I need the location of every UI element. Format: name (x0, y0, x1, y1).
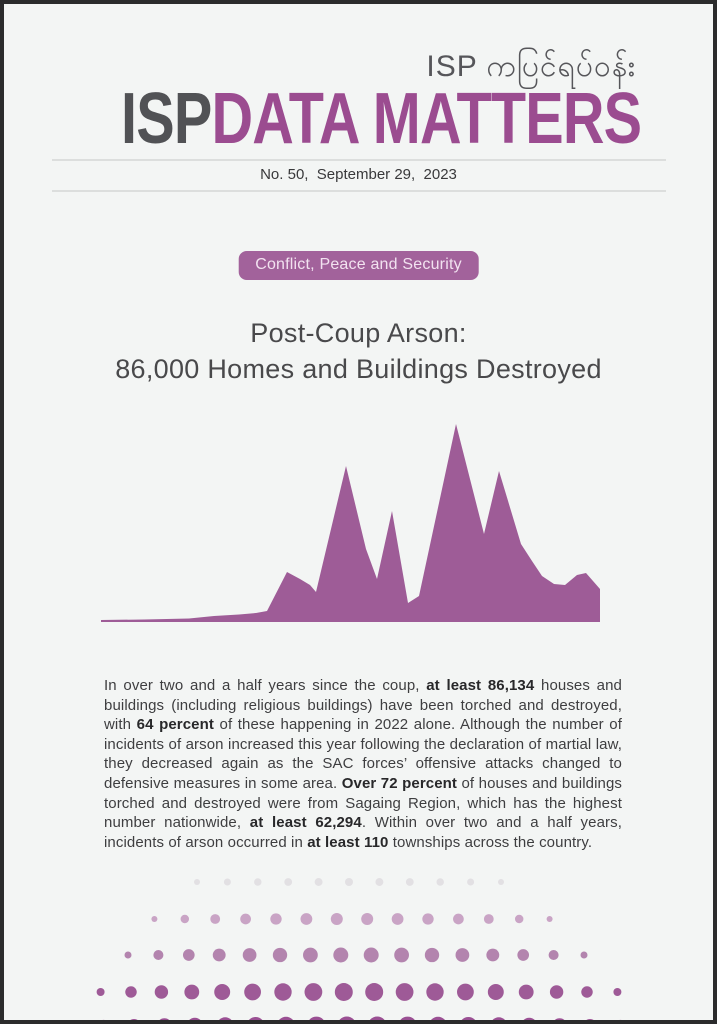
decorative-dot (214, 984, 230, 1000)
decorative-dot (335, 983, 353, 1001)
decorative-dot (210, 914, 220, 924)
paragraph-text: of houses and buildings torched and destroyed were from Sagaing Region, which has the highest number nationwide, (104, 774, 622, 832)
decorative-dot (97, 1020, 109, 1024)
decorative-dot (97, 988, 105, 996)
decorative-dot (394, 948, 409, 963)
decorative-dot (425, 948, 439, 962)
decorative-dot (396, 983, 414, 1001)
decorative-dot (155, 985, 168, 998)
decorative-dot (375, 878, 383, 886)
decorative-dot (244, 984, 261, 1001)
decorative-dot (368, 1017, 387, 1024)
decorative-dot (365, 983, 383, 1001)
decorative-dot (213, 949, 226, 962)
decorative-dot (398, 1017, 417, 1024)
paragraph-text: of these happening in 2022 alone. Although the number of incidents of arson increased this year following the declaration of martial law, they decreased again as the SAC forces’ offensive attacks changed to defensive measures in some area. (104, 716, 622, 792)
decorative-dot (361, 913, 373, 925)
decorative-dot (125, 986, 136, 997)
decorative-dot (550, 985, 563, 998)
decorative-dot (181, 915, 189, 923)
decorative-dot (315, 878, 323, 886)
decorative-dot (331, 913, 343, 925)
decorative-dot (277, 1017, 296, 1024)
decorative-dot (184, 985, 199, 1000)
decorative-dot (436, 878, 443, 885)
decorative-dot (519, 985, 534, 1000)
headline (4, 315, 713, 387)
decorative-dot (484, 914, 494, 924)
decorative-dot (157, 1018, 172, 1024)
decorative-dot (247, 1017, 265, 1024)
arson-incidents-area-chart (101, 422, 600, 622)
decorative-dot (273, 948, 287, 962)
wordmark (49, 79, 713, 159)
decorative-dot (583, 1019, 597, 1024)
paragraph-text: In over two and a half years since the coup, (104, 677, 427, 694)
decorative-dot (422, 913, 433, 924)
decorative-dot (151, 916, 157, 922)
decorative-dot (467, 879, 474, 886)
decorative-dot (217, 1017, 234, 1024)
decorative-dot (490, 1017, 507, 1024)
decorative-dot (333, 948, 348, 963)
paragraph-text: . Within over two and a half years, incidents of arson occurred in (104, 814, 623, 851)
decorative-dot (303, 948, 318, 963)
decorative-dot (581, 952, 588, 959)
decorative-dot (125, 952, 132, 959)
paragraph-text: houses and buildings (including religious buildings) have been torched and destroyed, with (104, 677, 622, 734)
category-badge: Conflict, Peace and Security (238, 251, 479, 280)
decorative-dot (486, 949, 499, 962)
decorative-dot (224, 879, 231, 886)
decorative-dot (552, 1018, 567, 1024)
headline-line2: 86,000 Homes and Buildings Destroyed (115, 354, 602, 384)
decorative-dot (456, 948, 470, 962)
decorative-dot (284, 878, 292, 886)
highlight-stat: 64 percent (136, 716, 214, 734)
decorative-dot (614, 1020, 626, 1024)
highlight-stat: Over 72 percent (341, 774, 458, 792)
decorative-dot (194, 879, 200, 885)
wordmark-prefix: ISP (120, 79, 212, 159)
decorative-dot (549, 950, 559, 960)
decorative-dot (515, 915, 523, 923)
decorative-dot (517, 949, 529, 961)
headline-line1: Post-Coup Arson: (250, 318, 467, 348)
decorative-dot (337, 1017, 356, 1024)
decorative-dot (254, 878, 261, 885)
decorative-dot (301, 913, 313, 925)
decorative-dot (364, 948, 379, 963)
decorative-dot (581, 986, 592, 997)
decorative-dot (429, 1017, 448, 1024)
decorative-dot (459, 1017, 477, 1024)
highlight-stat: at least 110 (307, 833, 389, 851)
decorative-dot (183, 949, 195, 961)
decorative-dot (498, 879, 504, 885)
decorative-dot (345, 878, 353, 886)
paragraph-text: townships across the country. (388, 833, 593, 851)
highlight-stat: at least 62,294 (249, 814, 362, 832)
wordmark-rest: DATA MATTERS (211, 79, 642, 159)
decorative-dot (274, 983, 291, 1000)
decorative-dot (613, 988, 621, 996)
decorative-dot (457, 984, 474, 1001)
divider-top (52, 159, 666, 161)
decorative-dot (426, 983, 443, 1000)
issue-date-line: No. 50, September 29, 2023 (260, 166, 457, 183)
decorative-dot (240, 914, 251, 925)
body-paragraph (104, 676, 622, 852)
highlight-stat: at least 86,134 (426, 677, 535, 694)
decorative-dot (521, 1018, 538, 1024)
divider-bottom (52, 190, 666, 192)
decorative-dot (127, 1019, 141, 1024)
decorative-dot (153, 950, 163, 960)
decorative-dot (392, 913, 404, 925)
decorative-dot (187, 1018, 204, 1024)
area-chart-shape (101, 424, 600, 622)
decorative-dot (243, 948, 257, 962)
decorative-dot (270, 913, 281, 924)
decorative-dot (488, 984, 504, 1000)
decorative-dot (547, 916, 553, 922)
decorative-dot (307, 1017, 326, 1024)
decorative-dot (305, 983, 323, 1001)
decorative-dot (406, 878, 414, 886)
burmese-masthead-title: ISP ကပြင်ရပ်ဝန်း (426, 50, 636, 83)
decorative-dot (453, 914, 464, 925)
